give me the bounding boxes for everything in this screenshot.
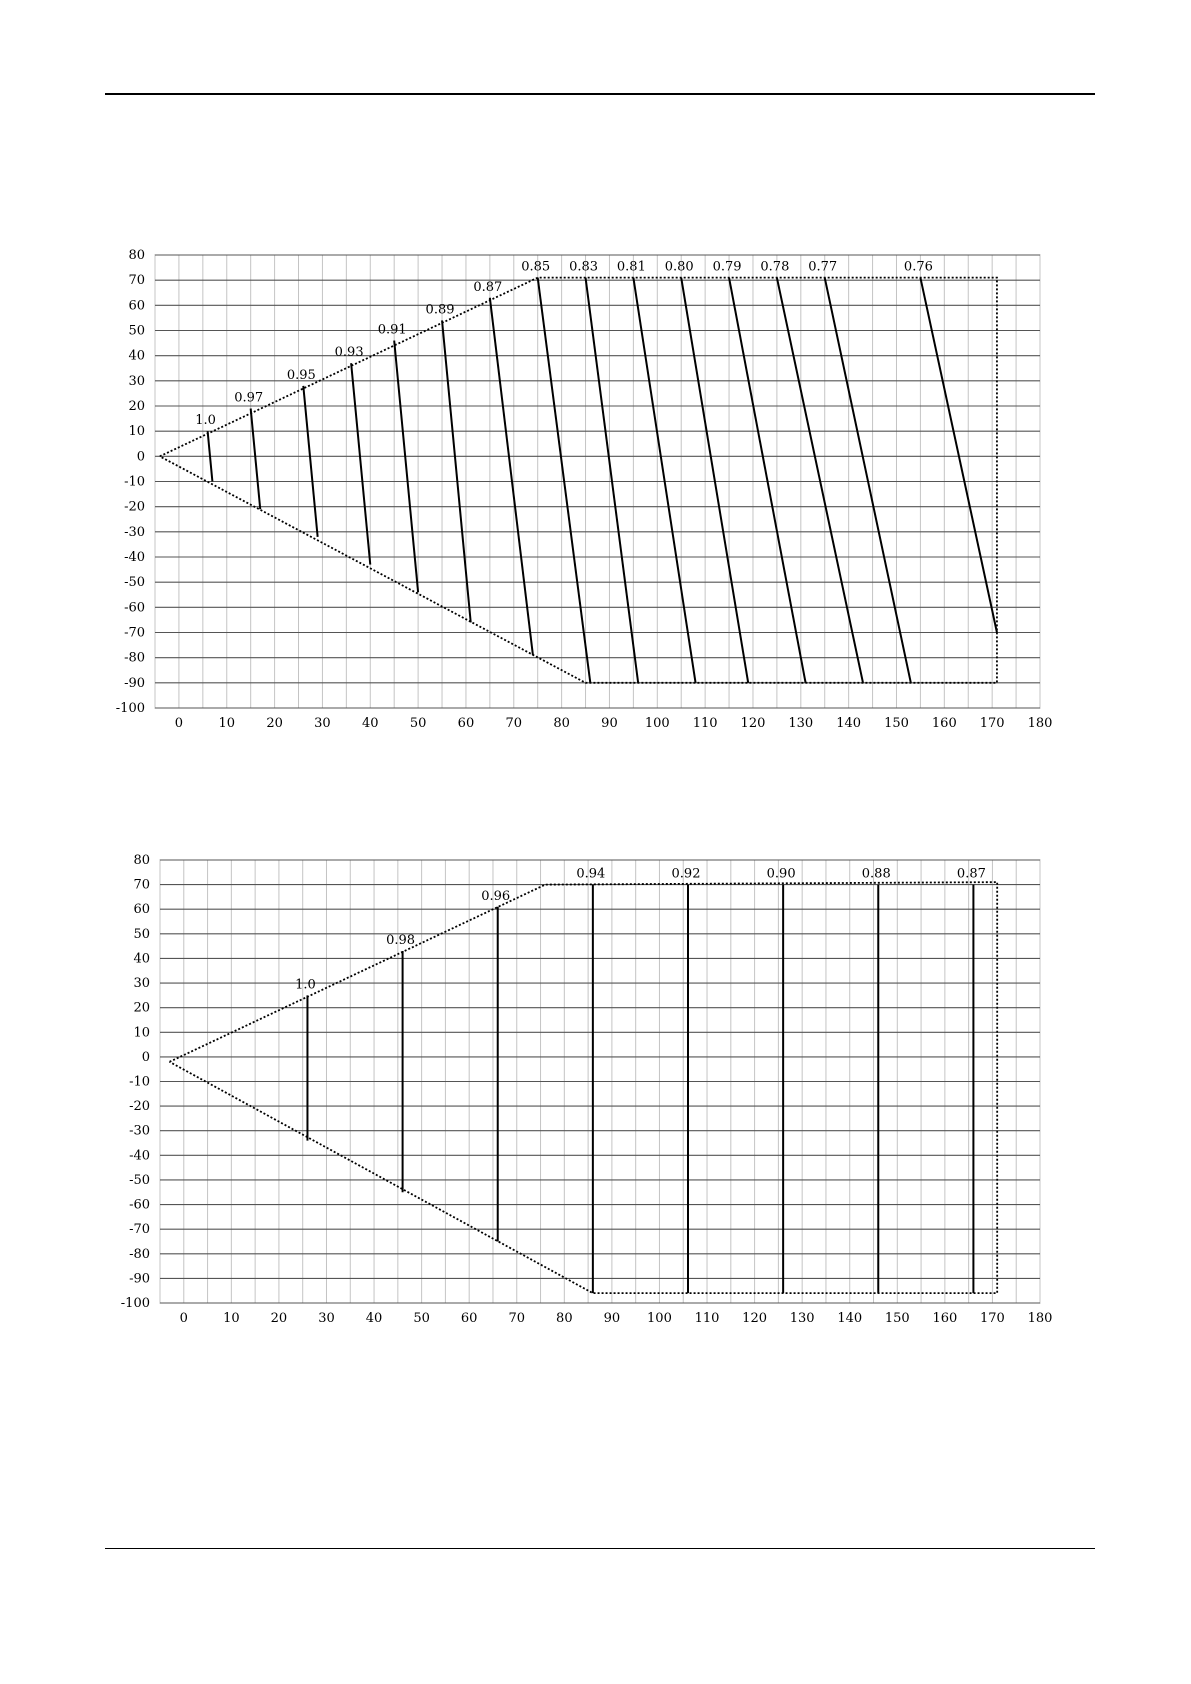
chart-2-xtick-label: 20 (270, 1311, 288, 1326)
chart-2-xtick-label: 180 (1027, 1311, 1053, 1326)
chart-2-curve-label: 0.96 (481, 888, 511, 904)
chart-2-ytick-label: 50 (133, 926, 150, 942)
chart-1-curve-label: 0.85 (521, 259, 551, 275)
chart-2-xtick-label: 40 (365, 1311, 383, 1326)
chart-1-xtick-label: 100 (644, 716, 670, 731)
chart-1-xtick-label: 50 (409, 716, 427, 731)
chart-2-xtick-label: 100 (647, 1311, 672, 1326)
chart-1-ytick-label: -70 (124, 625, 145, 641)
chart-1-xtick-label: 20 (266, 716, 283, 731)
chart-2-xtick-label: 50 (413, 1311, 430, 1326)
chart-1-curve-label: 0.80 (664, 259, 694, 275)
chart-2-ytick-label: 40 (133, 951, 150, 967)
chart-1-xtick-label: 60 (457, 716, 475, 731)
chart-2-xtick-label: 140 (837, 1311, 863, 1326)
chart-2-xtick-label: 70 (508, 1311, 526, 1326)
chart-2-ytick-label: -80 (129, 1246, 150, 1262)
chart-1-ytick-label: 40 (128, 348, 145, 364)
chart-1-curve-label: 0.93 (334, 345, 364, 361)
chart-1-xtick-label: 30 (314, 716, 331, 731)
chart-2 (0, 835, 1191, 1355)
chart-2-curve-label: 0.87 (956, 866, 986, 882)
chart-2-xtick-label: 170 (980, 1311, 1005, 1326)
chart-2-ytick-label: -40 (129, 1148, 150, 1164)
chart-1-ytick-label: -50 (124, 575, 145, 591)
chart-1-xtick-label: 40 (361, 716, 379, 731)
chart-1-xtick-label: 10 (218, 716, 236, 731)
chart-1-curve-label: 0.81 (616, 259, 646, 275)
chart-2-ytick-label: 70 (133, 877, 150, 893)
chart-1-xtick-label: 140 (836, 716, 862, 731)
chart-1-ytick-label: 70 (128, 273, 145, 289)
chart-2-curve-label: 1.0 (295, 977, 316, 993)
chart-1-curve-label: 0.89 (425, 302, 455, 318)
chart-1-ytick-label: 0 (136, 449, 145, 465)
chart-2-ytick-label: -60 (129, 1197, 150, 1213)
chart-1-xtick-label: 90 (601, 716, 618, 731)
chart-1-xtick-label: 70 (505, 716, 523, 731)
chart-2-ytick-label: -50 (129, 1172, 150, 1188)
chart-1-curve-label: 0.97 (234, 390, 264, 406)
chart-1-ytick-label: 20 (128, 399, 145, 414)
chart-2-xtick-label: 150 (884, 1311, 910, 1326)
chart-2-ytick-label: -30 (129, 1123, 150, 1139)
header-rule (105, 93, 1095, 95)
chart-1-ytick-label: -60 (124, 600, 145, 616)
chart-1-xtick-label: 160 (931, 716, 957, 731)
chart-2-xtick-label: 0 (179, 1311, 188, 1326)
chart-1-xtick-label: 150 (884, 716, 909, 731)
chart-1-curve-label: 0.91 (377, 322, 407, 338)
chart-2-xtick-label: 110 (694, 1311, 720, 1326)
chart-1-ytick-label: 60 (128, 298, 145, 314)
chart-1-ytick-label: -80 (124, 650, 145, 666)
chart-1-curve-label: 0.78 (760, 259, 790, 275)
chart-2-curve-label: 0.98 (386, 933, 416, 949)
chart-1-ytick-label: -30 (124, 524, 145, 540)
chart-1-xtick-label: 170 (979, 716, 1005, 731)
footer-rule (105, 1548, 1095, 1549)
chart-1-ytick-label: -10 (124, 474, 145, 490)
chart-1-curve-label: 0.95 (286, 367, 316, 383)
chart-2-curve-label: 0.92 (671, 866, 701, 882)
chart-1-ytick-label: -100 (115, 701, 145, 716)
chart-2-xtick-label: 80 (556, 1311, 573, 1326)
chart-1-ytick-label: 30 (128, 373, 145, 389)
chart-2-ytick-label: -10 (129, 1074, 150, 1090)
chart-1 (0, 230, 1191, 750)
chart-2-xtick-label: 130 (789, 1311, 815, 1326)
chart-2-xtick-label: 60 (460, 1311, 478, 1326)
chart-2-ytick-label: 10 (133, 1025, 150, 1041)
chart-2-ytick-label: -90 (129, 1271, 150, 1287)
chart-1-curve-label: 0.77 (808, 259, 838, 275)
chart-1-ytick-label: -20 (124, 499, 145, 515)
chart-1-ytick-label: 10 (128, 424, 145, 440)
chart-2-curve-label: 0.94 (576, 866, 606, 882)
chart-1-curve-label: 0.76 (903, 259, 933, 275)
chart-1-xtick-label: 180 (1027, 716, 1053, 731)
chart-2-ytick-label: -100 (120, 1296, 150, 1311)
chart-1-xtick-label: 0 (174, 716, 184, 731)
chart-1-ytick-label: -40 (124, 550, 145, 565)
chart-1-ytick-label: 50 (128, 323, 145, 339)
chart-2-ytick-label: 0 (141, 1049, 150, 1065)
chart-1-curve-label: 0.87 (473, 279, 503, 295)
chart-2-ytick-label: 30 (133, 976, 150, 992)
chart-1-xtick-label: 130 (788, 716, 814, 731)
chart-2-ytick-label: -70 (129, 1222, 150, 1238)
chart-2-ytick-label: 20 (133, 1000, 150, 1016)
chart-1-curve-label: 1.0 (195, 413, 216, 429)
chart-2-xtick-label: 10 (223, 1311, 240, 1326)
chart-2-curve-label: 0.88 (861, 866, 891, 882)
chart-1-curve-label: 0.83 (569, 259, 599, 275)
chart-2-ytick-label: -20 (129, 1099, 150, 1115)
chart-1-ytick-label: -90 (124, 675, 145, 691)
chart-1-xtick-label: 80 (553, 716, 570, 731)
chart-1-ytick-label: 80 (128, 248, 145, 263)
chart-2-xtick-label: 90 (603, 1311, 621, 1326)
chart-2-ytick-label: 80 (133, 853, 150, 868)
chart-2-xtick-label: 160 (932, 1311, 958, 1326)
chart-1-xtick-label: 120 (740, 716, 766, 731)
chart-1-curve-label: 0.79 (712, 259, 742, 275)
chart-2-curve-label: 0.90 (766, 866, 796, 882)
chart-2-ytick-label: 60 (133, 902, 150, 918)
chart-2-xtick-label: 30 (318, 1311, 335, 1326)
chart-2-xtick-label: 120 (742, 1311, 768, 1326)
chart-1-xtick-label: 110 (692, 716, 718, 731)
